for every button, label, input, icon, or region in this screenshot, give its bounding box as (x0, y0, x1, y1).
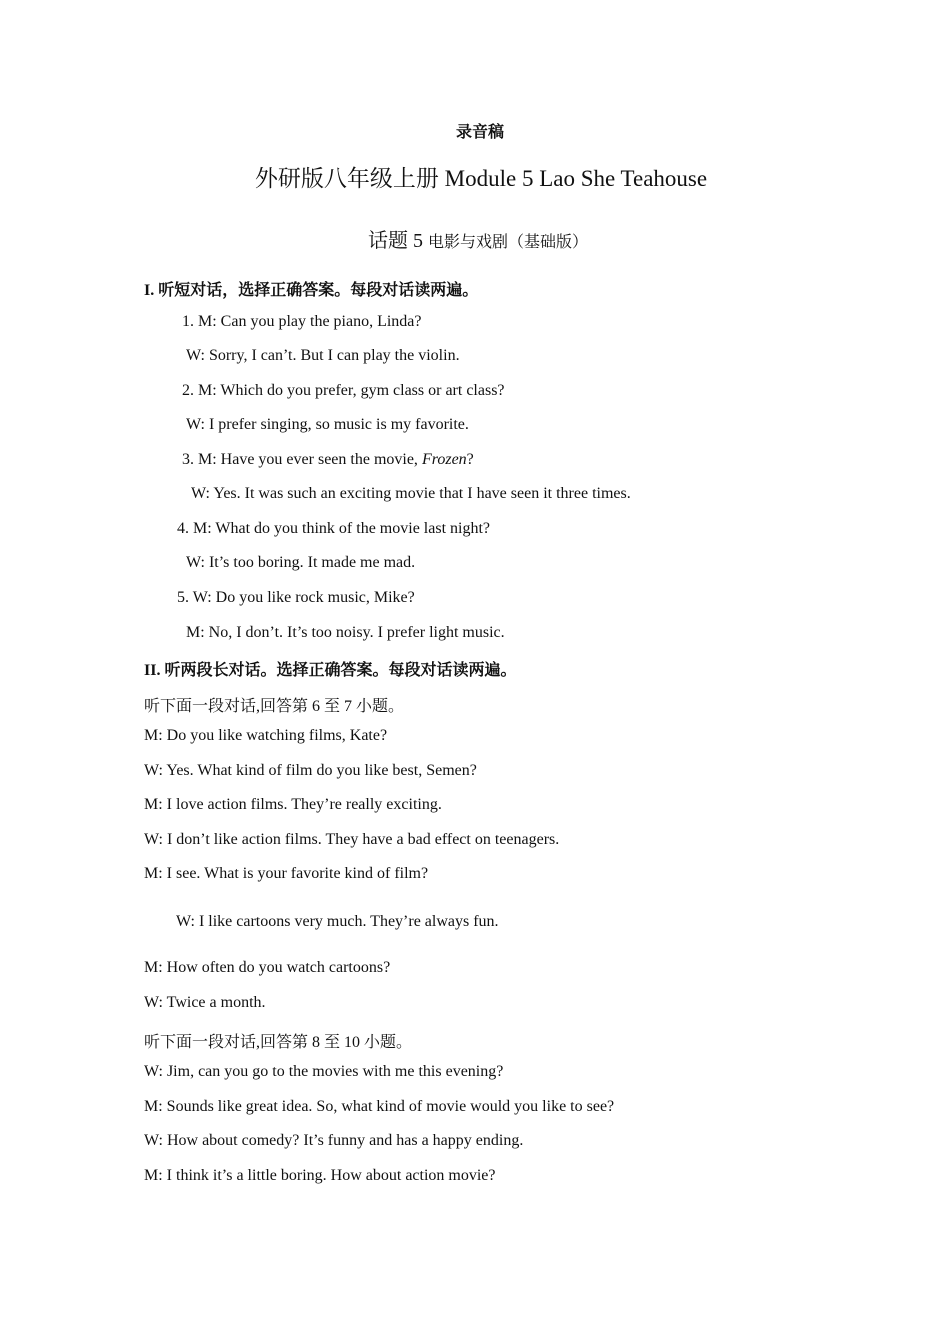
dialog-line (182, 451, 474, 469)
dialog-line: W: How about comedy? It’s funny and has a happy ending. (144, 1132, 524, 1149)
dialog-intro: 听下面一段对话,回答第 6 至 7 小题。 (144, 698, 405, 715)
dialog-line: M: Do you like watching films, Kate? (144, 727, 388, 744)
dialog-line: M: I think it’s a little boring. How about action movie? (144, 1167, 496, 1184)
dialog-intro: 听下面一段对话,回答第 8 至 10 小题。 (144, 1034, 413, 1051)
dialog-line: W: Twice a month. (144, 994, 266, 1011)
dialog-line: 1. M: Can you play the piano, Linda? (182, 313, 422, 330)
subtitle-rest: 电影与戏剧（基础版） (427, 234, 588, 251)
dialog-line: W: Sorry, I can’t. But I can play the violin. (186, 347, 460, 364)
dialog-line: W: I like cartoons very much. They’re always fun. (176, 913, 499, 930)
dialog-line: M: How often do you watch cartoons? (144, 959, 391, 976)
dialog-line: 4. M: What do you think of the movie last night? (177, 520, 490, 537)
dialog-line: M: No, I don’t. It’s too noisy. I prefer light music. (186, 624, 505, 641)
document-subtitle (0, 224, 950, 253)
dialog-line-end: ? (466, 451, 474, 468)
dialog-line: W: Jim, can you go to the movies with me this evening? (144, 1063, 504, 1080)
dialog-line: M: Sounds like great idea. So, what kind of movie would you like to see? (144, 1098, 615, 1115)
dialog-line: M: I see. What is your favorite kind of film? (144, 865, 429, 882)
dialog-line: W: I don’t like action films. They have a bad effect on teenagers. (144, 831, 560, 848)
dialog-line: W: It’s too boring. It made me mad. (186, 554, 416, 571)
dialog-line: W: I prefer singing, so music is my favorite. (186, 416, 469, 433)
section-1-heading: I. 听短对话，选择正确答案。每段对话读两遍。 (144, 282, 479, 299)
section-2-heading: II. 听两段长对话。选择正确答案。每段对话读两遍。 (144, 662, 517, 679)
dialog-line: 2. M: Which do you prefer, gym class or art class? (182, 382, 505, 399)
dialog-line: M: I love action films. They’re really exciting. (144, 796, 442, 813)
document-title: 外研版八年级上册 Module 5 Lao She Teahouse (254, 166, 708, 191)
dialog-line: 5. W: Do you like rock music, Mike? (177, 589, 415, 606)
movie-title: Frozen (421, 451, 467, 468)
dialog-line-text: 3. M: Have you ever seen the movie, (182, 451, 422, 468)
dialog-line: W: Yes. It was such an exciting movie that I have seen it three times. (191, 485, 631, 502)
transcript-label: 录音稿 (455, 122, 504, 141)
subtitle-topic: 话题 5 (367, 230, 428, 252)
dialog-line: W: Yes. What kind of film do you like best, Semen? (144, 762, 477, 779)
